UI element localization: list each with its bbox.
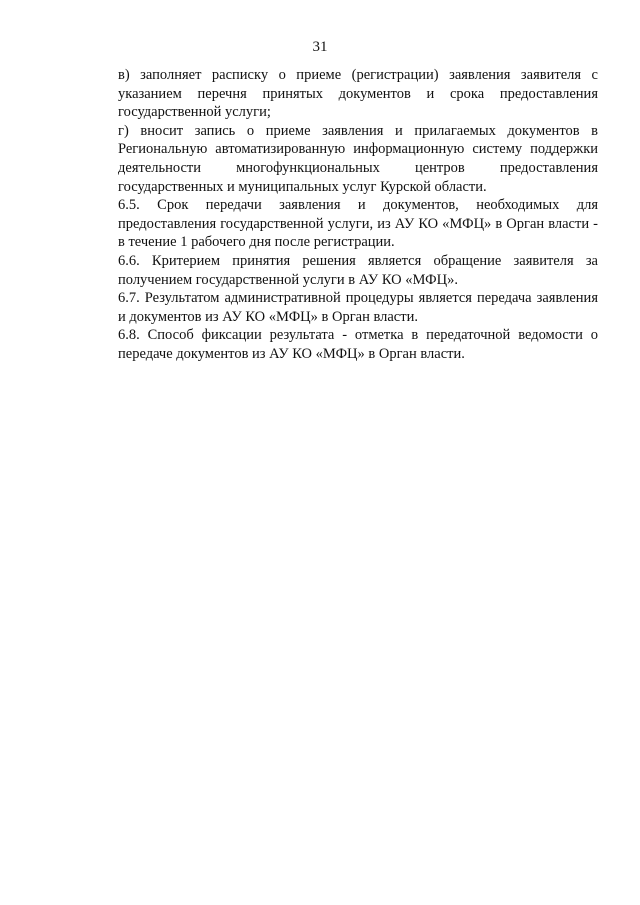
- document-body: [118, 66, 598, 364]
- paragraph-6-7: 6.7. Результатом административной процедуры является передача заявления и документов из АУ КО «МФЦ» в Орган власти.: [118, 290, 598, 325]
- paragraph-6-6: 6.6. Критерием принятия решения является обращение заявителя за получением государственной услуги в АУ КО «МФЦ».: [118, 252, 598, 288]
- paragraph-6-8: 6.8. Способ фиксации результата - отметка в передаточной ведомости о передаче документов из АУ КО «МФЦ» в Орган власти.: [118, 327, 598, 362]
- paragraph-g: г) вносит запись о приеме заявления и прилагаемых документов в Региональную автоматизированную информационную систему поддержки деятельности многофункциональных центров предоставления государственных и муниципальных услуг Курской области.: [118, 122, 598, 195]
- paragraph-6-5: 6.5. Срок передачи заявления и документов, необходимых для предоставления государственной услуги, из АУ КО «МФЦ» в Орган власти - в течение 1 рабочего дня после регистрации.: [118, 197, 598, 251]
- page-number: 31: [312, 39, 328, 55]
- paragraph-v: в) заполняет расписку о приеме (регистрации) заявления заявителя с указанием перечня принятых документов и срока предоставления государственной услуги;: [118, 67, 598, 121]
